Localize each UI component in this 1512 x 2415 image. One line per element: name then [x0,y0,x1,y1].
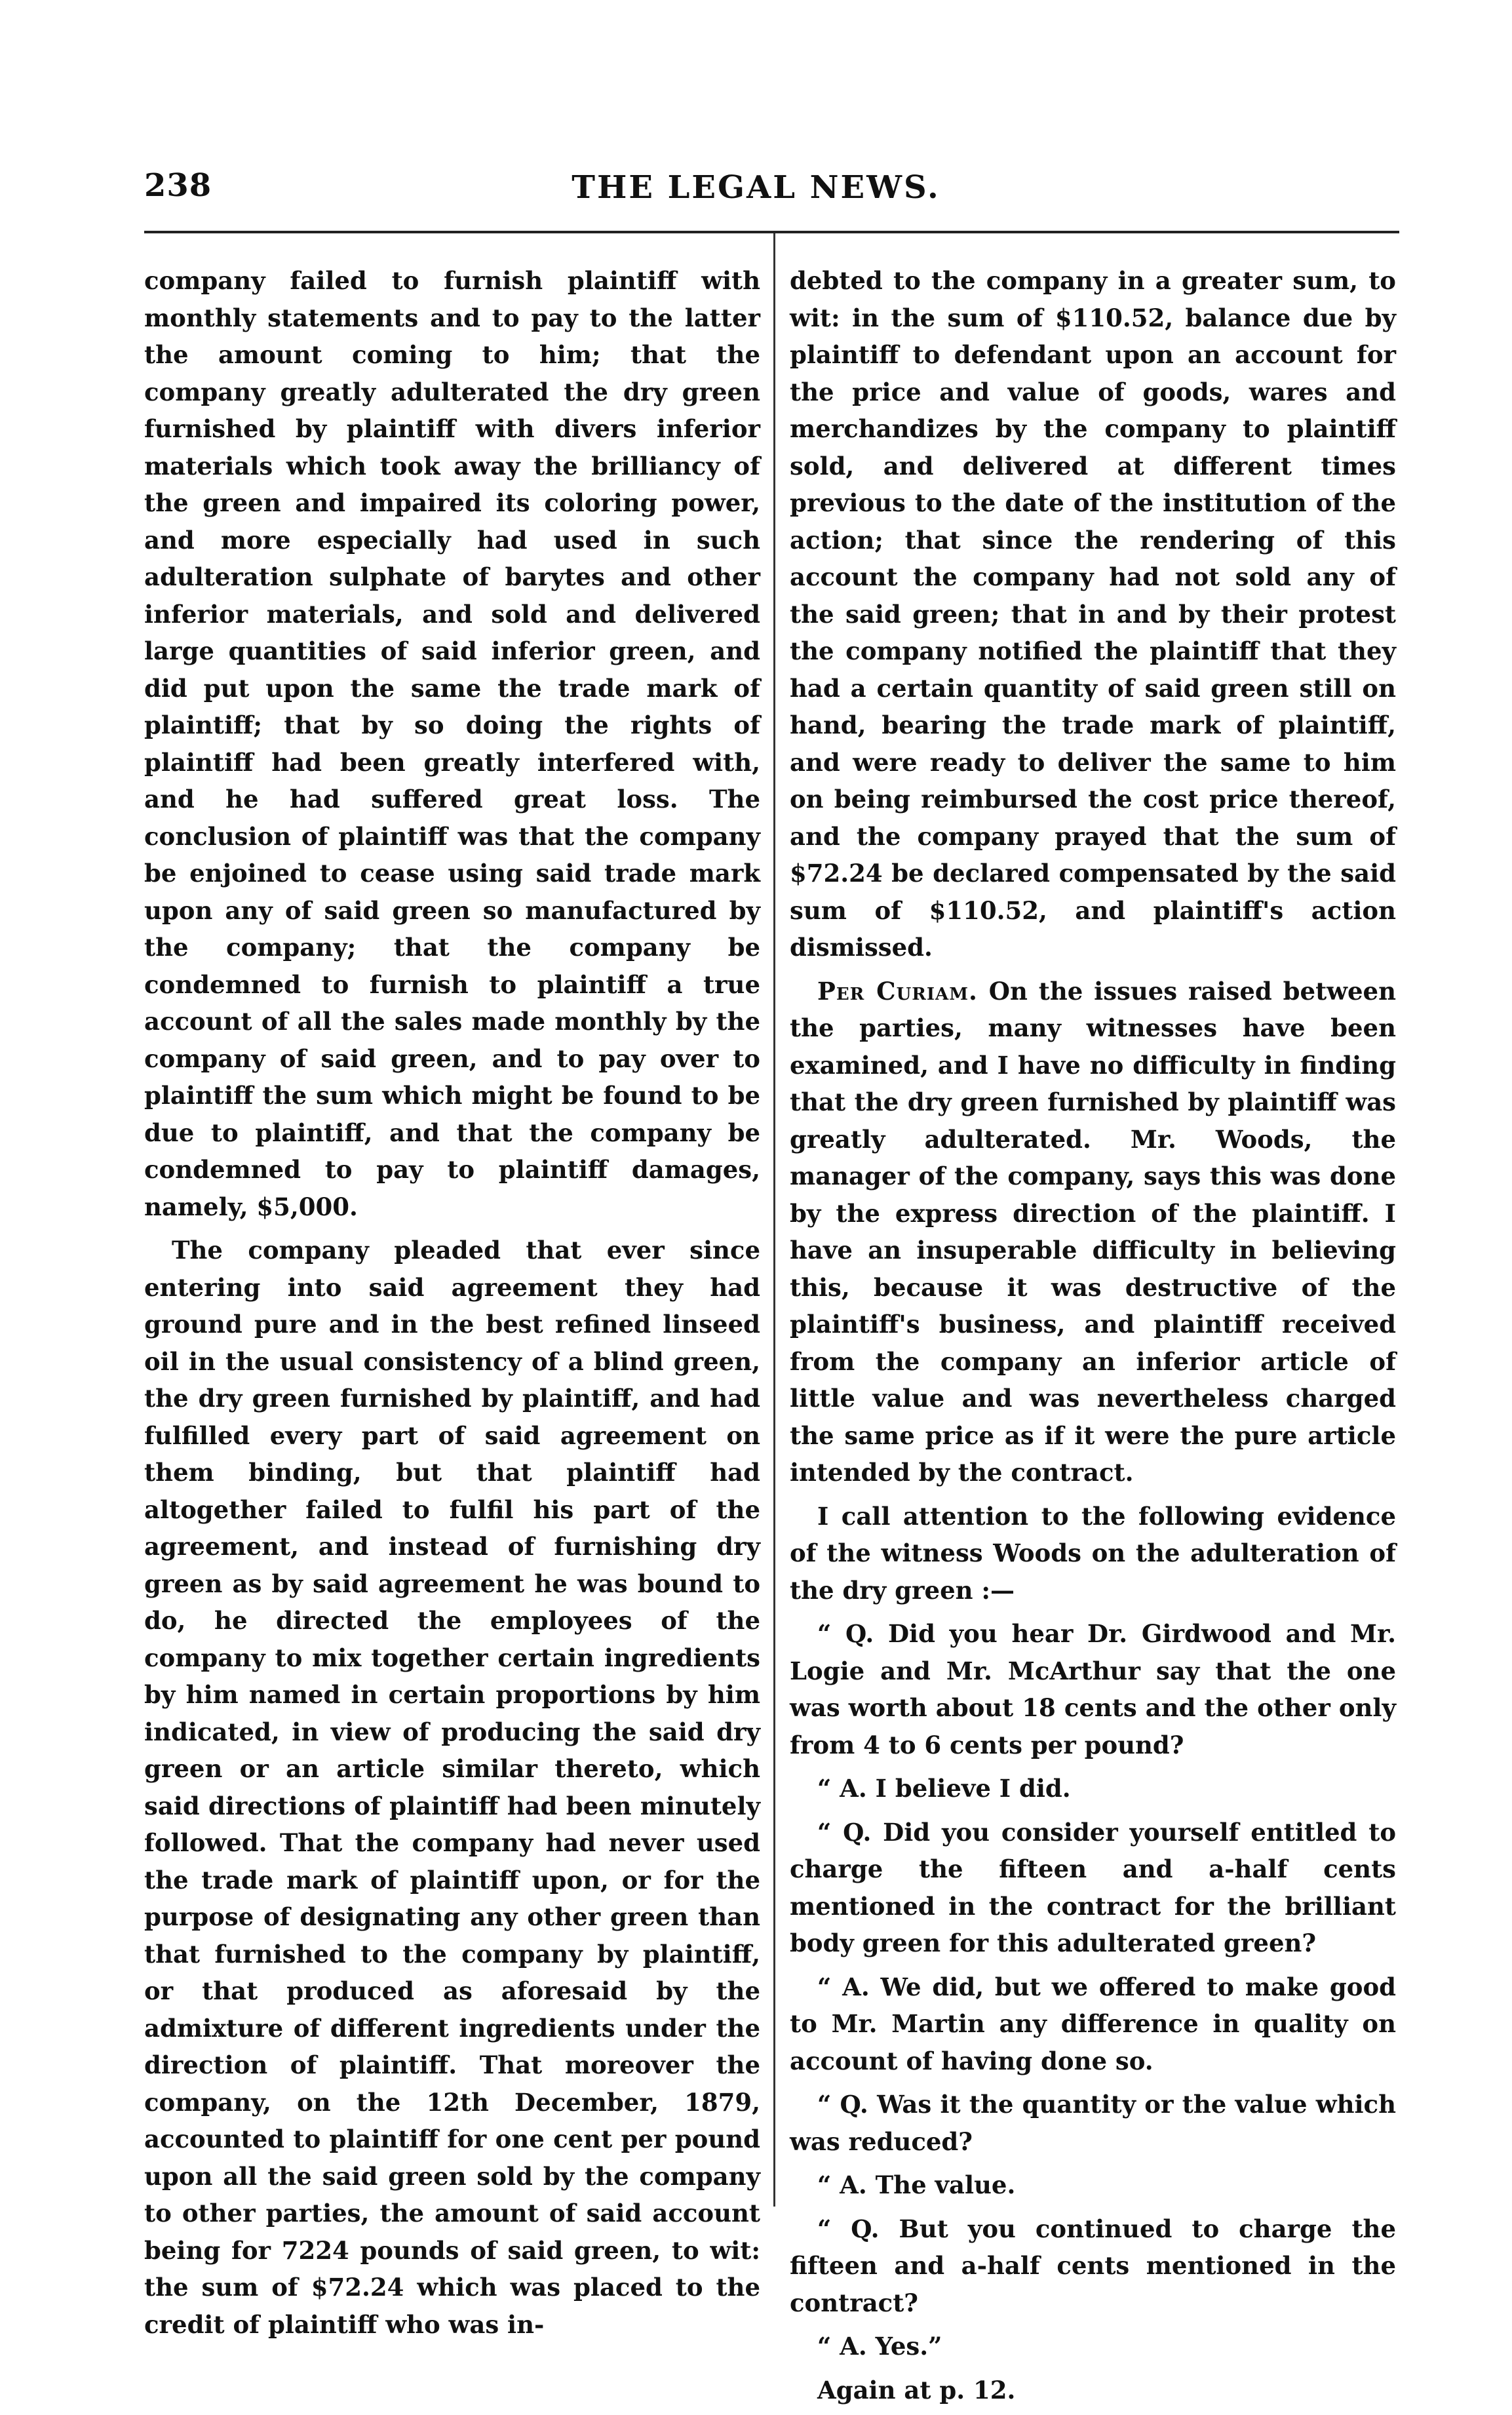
per-curiam-label: Per Curiam. [817,976,978,1006]
testimony-line: Again at p. 12. [817,2375,1016,2405]
testimony-line: “ Q. Did you consider yourself entitled to charge the fifteen and a-half cents mentioned in the contract for the brilliant body green for this adulterated green? [790,1817,1396,1957]
per-curiam-text: On the issues raised between the parties, many witnesses have been examined, and I have no difficulty in finding that the dry green furnished by plaintiff was greatly adulterated. Mr. Woods, the manager of the company, says this was done by the express direction of the plaintiff. I have an insuperable difficulty in believing this, because it was destructive of the plaintiff's business, and plaintiff received from the company an inferior article of little value and was nevertheless charged the same price as if it were the pure article intended by the contract. [790,976,1396,1487]
testimony-line: “ A. The value. [817,2170,1016,2199]
testimony-line: “ Q. Was it the quantity or the value which was reduced? [790,2090,1396,2156]
paragraph-company-plea: The company pleaded that ever since entering into said agreement they had ground pure and in the best refined linseed oil in the usual consistency of a blind green, the dry green furnished by plaintiff, and had fulfilled every part of said agreement on them binding, but that plaintiff had altogether failed to fulfil his part of the agreement, and instead of furnishing dry green as by said agreement he was bound to do, he directed the employees of the company to mix together certain ingredients by him named in certain proportions by him indicated, in view of producing the said dry green or an article similar thereto, which said directions of plaintiff had been minutely followed. That the company had never used the trade mark of plaintiff upon, or for the purpose of designating any other green than that furnished to the company by plaintiff, or that produced as aforesaid by the admixture of different ingredients under the direction of plaintiff. That moreover the company, on the 12th December, 1879, accounted to plaintiff for one cent per pound upon all the said green sold by the company to other parties, the amount of said account being for 7224 pounds of said green, to wit: the sum of $72.24 which was placed to the credit of plaintiff who was in- [144,1236,760,2339]
paragraph-per-curiam [790,973,1396,1491]
left-column [144,262,760,2349]
page-number: 238 [144,167,212,204]
testimony-line: “ A. We did, but we offered to make good to Mr. Martin any difference in quality on account of having done so. [790,1972,1396,2075]
testimony-line: “ Q. Did you hear Dr. Girdwood and Mr. Logie and Mr. McArthur say that the one was worth about 18 cents and the other only from 4 to 6 cents per pound? [790,1619,1396,1759]
header-rule [144,231,1399,233]
paragraph-continuation: company failed to furnish plaintiff with monthly statements and to pay to the latter the amount coming to him; that the company greatly adulterated the dry green furnished by plaintiff with divers inferior materials which took away the brilliancy of the green and impaired its coloring power, and more especially had used in such adulteration sulphate of barytes and other inferior materials, and sold and delivered large quantities of said inferior green, and did put upon the same the trade mark of plaintiff; that by so doing the rights of plaintiff had been greatly interfered with, and he had suffered great loss. The conclusion of plaintiff was that the company be enjoined to cease using said trade mark upon any of said green so manufactured by the company; that the company be condemned to furnish to plaintiff a true account of all the sales made monthly by the company of said green, and to pay over to plaintiff the sum which might be found to be due to plaintiff, and that the company be condemned to pay to plaintiff damages, namely, $5,000. [144,266,760,1221]
testimony-line: “ A. I believe I did. [817,1774,1071,1803]
testimony-line: “ A. Yes.” [817,2332,942,2361]
paragraph-continuation-right: debted to the company in a greater sum, to wit: in the sum of $110.52, balance due by plaintiff to defendant upon an account for the price and value of goods, wares and merchandizes by the company to plaintiff sold, and delivered at different times previous to the date of the institution of the action; that since the rendering of this account the company had not sold any of the said green; that in and by their protest the company notified the plaintiff that they had a certain quantity of said green still on hand, bearing the trade mark of plaintiff, and were ready to deliver the same to him on being reimbursed the cost price thereof, and the company prayed that the sum of $72.24 be declared compensated by the said sum of $110.52, and plaintiff's action dismissed. [790,266,1396,962]
testimony-line: “ Q. But you continued to charge the fifteen and a-half cents mentioned in the contract? [790,2214,1396,2317]
column-divider [773,233,775,2207]
paragraph-attention: I call attention to the following evidence of the witness Woods on the adulteration of the dry green :— [790,1501,1396,1605]
running-title: THE LEGAL NEWS. [572,169,940,206]
right-column [790,262,1396,2415]
